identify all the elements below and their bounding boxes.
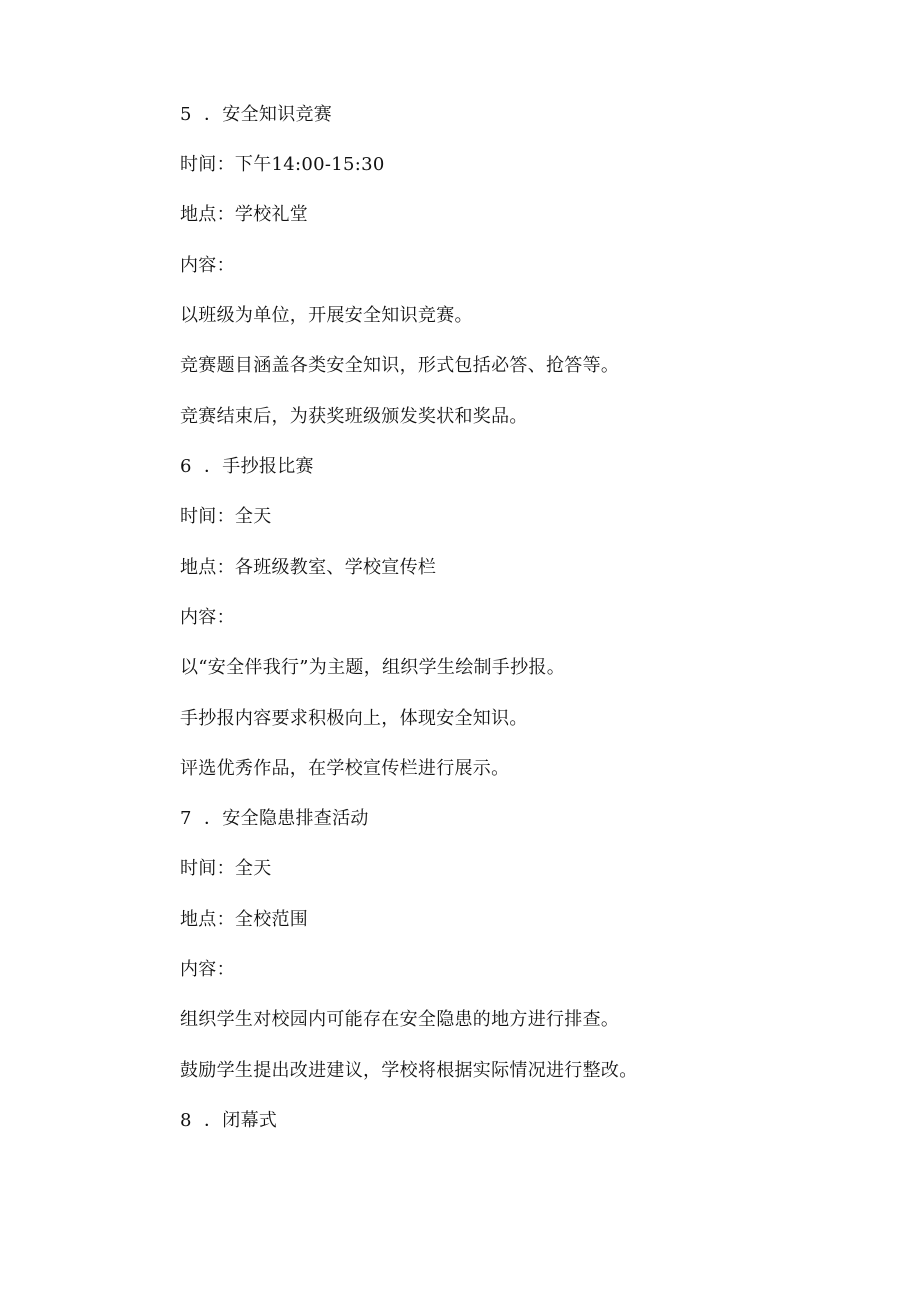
section-6-item-1: 以“安全伴我行”为主题，组织学生绘制手抄报。	[180, 657, 566, 678]
section-5-heading	[180, 103, 332, 127]
section-7-item-2: 鼓励学生提出改进建议，学校将根据实际情况进行整改。	[180, 1060, 638, 1081]
section-title: ．闭幕式	[204, 1110, 278, 1131]
section-title: ．手抄报比赛	[204, 456, 314, 477]
section-6-item-3: 评选优秀作品，在学校宣传栏进行展示。	[180, 758, 510, 779]
section-6-place: 地点：各班级教室、学校宣传栏	[180, 557, 437, 578]
section-7-heading	[180, 807, 369, 831]
section-6-time: 时间：全天	[180, 506, 272, 527]
section-5-item-2: 竞赛题目涵盖各类安全知识，形式包括必答、抢答等。	[180, 355, 620, 376]
section-5-time: 时间：下午14:00-15:30	[180, 154, 385, 175]
section-7-item-1: 组织学生对校园内可能存在安全隐患的地方进行排查。	[180, 1009, 620, 1030]
section-number: 5	[180, 104, 192, 125]
section-7-content-label: 内容：	[180, 959, 235, 980]
section-6-heading	[180, 455, 314, 479]
section-5-item-1: 以班级为单位，开展安全知识竞赛。	[180, 305, 473, 326]
section-number: 6	[180, 456, 192, 477]
section-6-content-label: 内容：	[180, 607, 235, 628]
section-number: 8	[180, 1110, 192, 1131]
section-5-item-3: 竞赛结束后，为获奖班级颁发奖状和奖品。	[180, 406, 528, 427]
section-title: ．安全知识竞赛	[204, 104, 333, 125]
section-5-content-label: 内容：	[180, 255, 235, 276]
section-8-heading	[180, 1109, 277, 1133]
section-5-place: 地点：学校礼堂	[180, 204, 309, 225]
section-number: 7	[180, 808, 192, 829]
section-title: ．安全隐患排查活动	[204, 808, 369, 829]
section-6-item-2: 手抄报内容要求积极向上，体现安全知识。	[180, 708, 528, 729]
section-7-place: 地点：全校范围	[180, 909, 309, 930]
section-7-time: 时间：全天	[180, 858, 272, 879]
